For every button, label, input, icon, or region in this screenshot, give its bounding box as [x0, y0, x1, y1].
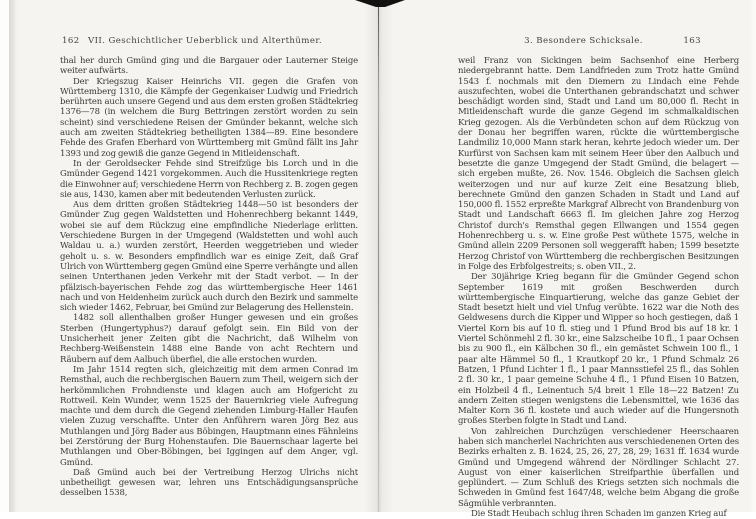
running-header-left: VII. Geschichtlicher Ueberblick und Alterthümer. — [88, 36, 323, 46]
paragraph: Der Kriegszug Kaiser Heinrichs VII. gegen die Grafen von Württemberg 1310, die Kämpfe der Gegenkaiser Ludwig und Friedrich berührten auch unsere Gegend und aus dem ersten großen Städtekrieg 1376—78 (in welchem die Burg Bettringen zerstört worden zu sein scheint) sind verschiedene Reisen der Gmünder bekannt, welche sich auch am zweiten Städtekrieg betheiligten 1384—89. Eine besondere Fehde des Grafen Eberhard von Württemberg mit Gmünd fällt ins Jahr 1393 und zog gewiß die ganze Gegend in Mitleidenschaft. — [60, 76, 358, 159]
page-gutter-line — [378, 3, 379, 512]
spine-top-mark — [355, 0, 405, 7]
page-number-left: 162 — [62, 36, 80, 46]
page-body-left — [60, 56, 358, 499]
paragraph: weil Franz von Sickingen beim Sachsenhof eine Herberg niedergebrannt hatte. Dem Landfrieden zum Trotz hatte Gmünd 1543 f. nochmals mit den Diemern zu Lindach eine Fehde auszufechten, wobei die Unterthanen gebrandschatzt und schwer beschädigt worden sind, Stadt und Land um 80,000 fl. Recht in Mitleidenschaft wurde die ganze Gegend im schmalkaldischen Krieg gezogen. Als die Verbündeten schon auf dem Rückzug von der Donau her begriffen waren, rückte die württembergische Landmiliz 10,000 Mann stark heran, kehrte jedoch wieder um. Der Kurfürst von Sachsen kam mit seinem Heer über den Aalbuch und besetzte die ganze Umgegend der Stadt Gmünd, die belagert — sich ergeben mußte, 26. Nov. 1546. Obgleich die Sachsen gleich weiterzogen und nur auf kurze Zeit eine Besatzung blieb, berechnete Gmünd den ganzen Schaden in Stadt und Land auf 150,000 fl. 1552 erpreßte Markgraf Albrecht von Brandenburg von Stadt und Landschaft 6663 fl. Im gleichen Jahre zog Herzog Christof durch's Remsthal gegen Ellwangen und 1554 gegen Hohenrechberg u. s. w. Eine große Pest wüthete 1575, welche in Gmünd allein 2209 Personen soll weggerafft haben; 1599 besetzte Herzog Christof von Württemberg die rechbergischen Besitzungen in Folge des Erbfolgestreits; s. oben VII., 2. — [458, 56, 739, 272]
paragraph: Im Jahr 1514 regten sich, gleichzeitig mit dem armen Conrad im Remsthal, auch die rechbergischen Bauern zum Theil, weigern sich der herkömmlichen Frohndienste und klagen auch am Hofgericht zu Rottweil. Kein Wunder, wenn 1525 der Bauernkrieg viele Aufregung machte und dem durch die Gegend ziehenden Limburg-Haller Haufen vielen Zuzug verschaffte. Unter den Anführern waren Jörg Bez aus Muthlangen und Jörg Bader aus Böbingen, Hauptmann eines Fähnleins bei Zerstörung der Burg Hohenstaufen. Die Bauernschaar lagerte bei Muthlangen und Ober-Böbingen, bei Iggingen auf dem Anger, vgl. Gmünd. — [60, 364, 358, 468]
page-number-right: 163 — [683, 36, 701, 46]
paragraph: Von zahlreichen Durchzügen verschiedener Heerschaaren haben sich mancherlei Nachrichten aus verschiedenenen Orten des Bezirks erhalten z. B. 1624, 25, 26, 27, 28, 29; 1631 ff. 1634 wurde Gmünd und Umgegend während der Nördlinger Schlacht 27. August von einer kaiserlichen Streifparthie überfallen und geplündert. — Zum Schluß des Kriegs setzten sich nochmals die Schweden in Gmünd fest 1647/48, welche beim Abgang die große Sägmühle verbrannten. — [458, 426, 739, 509]
paragraph: Der 30jährige Krieg begann für die Gmünder Gegend schon September 1619 mit großen Beschwerden durch württembergische Einquartierung, welche das ganze Gebiet der Stadt besetzt hielt und viel Unfug verübte. 1622 war die Noth des Geldwesens durch die Kipper und Wipper so hoch gestiegen, daß 1 Viertel Korn bis auf 10 fl. stieg und 1 Pfund Brod bis auf 18 kr. 1 Viertel Schönmehl 2 fl. 30 kr., eine Salzscheibe 10 fl., 1 paar Ochsen bis zu 900 fl., ein Kälbchen 30 fl., ein gemästet Schwein 100 fl., 1 paar alte Hämmel 50 fl., 1 Krautkopf 20 kr., 1 Pfund Schmalz 26 Batzen, 1 Pfund Lichter 1 fl., 1 paar Mannsstiefel 25 fl., das Sohlen 2 fl. 30 kr., 1 paar gemeine Schuhe 4 fl., 1 Pfund Eisen 10 Batzen, ein Holzbeil 4 fl., Leinentuch 5/4 breit 1 Elle 18—22 Batzen! Zu andern Zeiten stiegen wenigstens die Lebensmittel, wie 1636 das Malter Korn 36 fl. kostete und auch wieder auf die Hungersnoth großes Sterben folgte in Stadt und Land. — [458, 272, 739, 427]
scan-right-edge — [748, 0, 756, 512]
page-left — [60, 36, 358, 499]
scan-left-edge-shadow — [9, 0, 17, 512]
paragraph: Aus dem dritten großen Städtekrieg 1448—50 ist besonders der Gmünder Zug gegen Waldstetten und Hohenrechberg bekannt 1449, wobei sie auf dem Rückzug eine empfindliche Niederlage erlitten. Verschiedene Burgen in der Umgegend (Waldstetten und wohl auch Waldau u. a.) wurden zerstört, Heerden weggetrieben und wieder geholt u. s. w. Besonders empfindlich war es einige Zeit, daß Graf Ulrich von Württemberg gegen Gmünd eine Sperre verhängte und allen seinen Unterthanen jeden Verkehr mit der Stadt verbot. — In der pfälzisch-bayerischen Fehde zog das württembergische Heer 1461 nach und von Heidenheim zurück auch durch den Bezirk und sammelte sich wieder 1462, Februar, bei Gmünd zur Belagerung des Hellenstein. — [60, 200, 358, 314]
page-header-right — [458, 36, 739, 56]
page-gutter-shadow — [364, 0, 394, 512]
paragraph: Die Stadt Heubach schlug ihren Schaden im ganzen Krieg auf — [471, 509, 727, 519]
running-header-right: 3. Besondere Schicksale. — [524, 36, 643, 46]
scan-left-edge — [0, 0, 9, 512]
page-header-left — [60, 36, 358, 56]
paragraph: 1482 soll allenthalben großer Hunger gewesen und ein großes Sterben (Hungertyphus?) darauf gefolgt sein. Ein Bild von der Unsicherheit jener Zeiten gibt die Nachricht, daß Wilhelm von Rechberg-Weißenstein 1488 eine Bande von acht Rechtern und Räubern auf dem Aalbuch überfiel, die alle erstochen wurden. — [60, 313, 358, 365]
page-body-right — [458, 56, 739, 519]
paragraph: Daß Gmünd auch bei der Vertreibung Herzog Ulrichs nicht unbetheiligt gewesen war, lehren uns Entschädigungsansprüche desselben 1538, — [60, 467, 358, 499]
paragraph: In der Geroldsecker Fehde sind Streifzüge bis Lorch und in die Gmünder Gegend 1421 vorgekommen. Auch die Hussitenkriege regten die Einwohner auf; verschiedene Herrn von Rechberg z. B. zogen gegen sie aus, 1430, kamen aber mit bedeutenden Verlusten zurück. — [60, 158, 358, 200]
page-right — [458, 36, 739, 519]
paragraph: thal her durch Gmünd ging und die Bargauer oder Lauterner Steige weiter aufwärts. — [60, 56, 358, 77]
